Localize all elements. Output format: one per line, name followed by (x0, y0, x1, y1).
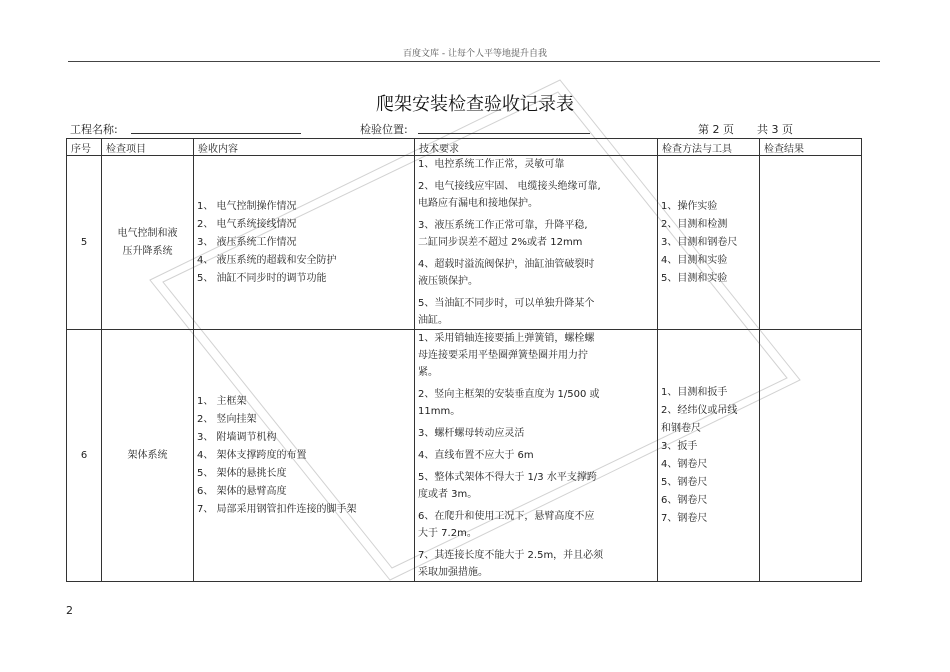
acceptance-content (194, 156, 415, 330)
inspection-location-label: 检验位置: (360, 123, 408, 136)
inspection-result (760, 156, 862, 330)
requirement-item (418, 256, 654, 290)
requirement-line: 采取加强措施。 (418, 567, 488, 578)
table-header-row (67, 139, 862, 156)
requirement-item (418, 547, 654, 581)
header-divider (68, 61, 880, 62)
method-line: 和钢卷尺 (661, 422, 701, 434)
column-header: 技术要求 (415, 139, 658, 156)
requirement-line: 大于 7.2m。 (418, 528, 477, 539)
current-page: 第 2 页 (698, 123, 734, 136)
inspection-methods (658, 156, 760, 330)
requirement-line: 7、其连接长度不能大于 2.5m，并且必须 (418, 550, 604, 561)
table-row (67, 330, 862, 582)
inspection-location-blank (418, 133, 590, 134)
requirement-line: 3、液压系统工作正常可靠，升降平稳, (418, 220, 588, 231)
method-line: 7、钢卷尺 (661, 512, 708, 524)
method-line: 5、钢卷尺 (661, 476, 708, 488)
requirement-item (418, 217, 654, 251)
column-header: 检查结果 (760, 139, 862, 156)
requirement-line: 2、电气接线应牢固、 电缆接头绝缘可靠, (418, 181, 601, 192)
project-name-label: 工程名称: (70, 123, 118, 136)
requirement-item (418, 508, 654, 542)
requirement-item (418, 178, 654, 212)
requirement-line: 二缸同步误差不超过 2%或者 12mm (418, 237, 583, 248)
table-row (67, 156, 862, 330)
row-number: 6 (67, 330, 102, 582)
check-item-line: 电气控制和液 (117, 227, 178, 239)
method-line: 5、目测和实验 (661, 272, 728, 284)
site-header-text: 百度文库 - 让每个人平等地提升自我 (403, 49, 547, 59)
requirement-line: 6、在爬升和使用工况下，悬臂高度不应 (418, 511, 595, 522)
method-line: 2、经纬仪或吊线 (661, 404, 738, 416)
requirement-line: 度或者 3m。 (418, 489, 478, 500)
requirement-line: 电路应有漏电和接地保护。 (418, 198, 538, 209)
check-item-line: 压升降系统 (122, 245, 173, 257)
technical-requirements (415, 330, 658, 582)
content-line: 2、 电气系统接线情况 (197, 218, 297, 230)
requirement-item (418, 425, 654, 442)
method-line: 4、钢卷尺 (661, 458, 708, 470)
content-line: 2、 竖向挂架 (197, 413, 257, 425)
content-line: 3、 液压系统工作情况 (197, 236, 297, 248)
requirement-item (418, 295, 654, 329)
requirement-line: 油缸。 (418, 315, 448, 326)
requirement-line: 5、当油缸不同步时，可以单独升降某个 (418, 298, 595, 309)
requirement-line: 2、竖向主框架的安装垂直度为 1/500 或 (418, 389, 600, 400)
total-pages: 共 3 页 (757, 123, 793, 136)
method-line: 3、扳手 (661, 440, 698, 452)
content-line: 5、 架体的悬挑长度 (197, 467, 287, 479)
inspection-result (760, 330, 862, 582)
content-line: 3、 附墙调节机构 (197, 431, 277, 443)
requirement-item (418, 447, 654, 464)
column-header: 序号 (67, 139, 102, 156)
content-line: 4、 架体支撑跨度的布置 (197, 449, 307, 461)
method-line: 2、目测和检测 (661, 218, 728, 230)
requirement-line: 1、采用销轴连接要插上弹簧销，螺栓螺 (418, 333, 595, 344)
requirement-line: 11mm。 (418, 406, 461, 417)
requirement-item (418, 386, 654, 420)
method-line: 4、目测和实验 (661, 254, 728, 266)
method-line: 6、钢卷尺 (661, 494, 708, 506)
requirement-item (418, 156, 654, 173)
requirement-line: 1、电控系统工作正常，灵敏可靠 (418, 159, 565, 170)
requirement-line: 母连接要采用平垫圈弹簧垫圈并用力拧 (418, 350, 588, 361)
content-line: 6、 架体的悬臂高度 (197, 485, 287, 497)
method-line: 1、目测和扳手 (661, 386, 728, 398)
method-line: 3、目测和钢卷尺 (661, 236, 738, 248)
check-item-line: 架体系统 (127, 449, 168, 461)
requirement-line: 4、超载时溢流阀保护，油缸油管破裂时 (418, 259, 595, 270)
check-item (102, 330, 194, 582)
requirement-line: 液压锁保护。 (418, 276, 478, 287)
column-header: 检查项目 (102, 139, 194, 156)
content-line: 1、 电气控制操作情况 (197, 200, 297, 212)
inspection-methods (658, 330, 760, 582)
check-item (102, 156, 194, 330)
row-number: 5 (67, 156, 102, 330)
document-title: 爬架安装检查验收记录表 (376, 94, 574, 115)
requirement-item (418, 330, 654, 381)
content-line: 4、 液压系统的超载和安全防护 (197, 254, 337, 266)
column-header: 检查方法与工具 (658, 139, 760, 156)
inspection-record-table (66, 138, 862, 582)
requirement-line: 5、整体式架体不得大于 1/3 水平支撑跨 (418, 472, 597, 483)
requirement-item (418, 469, 654, 503)
requirement-line: 4、直线布置不应大于 6m (418, 450, 534, 461)
column-header: 验收内容 (194, 139, 415, 156)
content-line: 1、 主框架 (197, 395, 247, 407)
requirement-line: 3、螺杆螺母转动应灵活 (418, 428, 525, 439)
content-line: 5、 油缸不同步时的调节功能 (197, 272, 327, 284)
page-number: 2 (66, 604, 73, 617)
acceptance-content (194, 330, 415, 582)
method-line: 1、操作实验 (661, 200, 718, 212)
requirement-line: 紧。 (418, 367, 438, 378)
project-name-blank (131, 133, 301, 134)
content-line: 7、 局部采用钢管扣件连接的脚手架 (197, 503, 357, 515)
technical-requirements (415, 156, 658, 330)
